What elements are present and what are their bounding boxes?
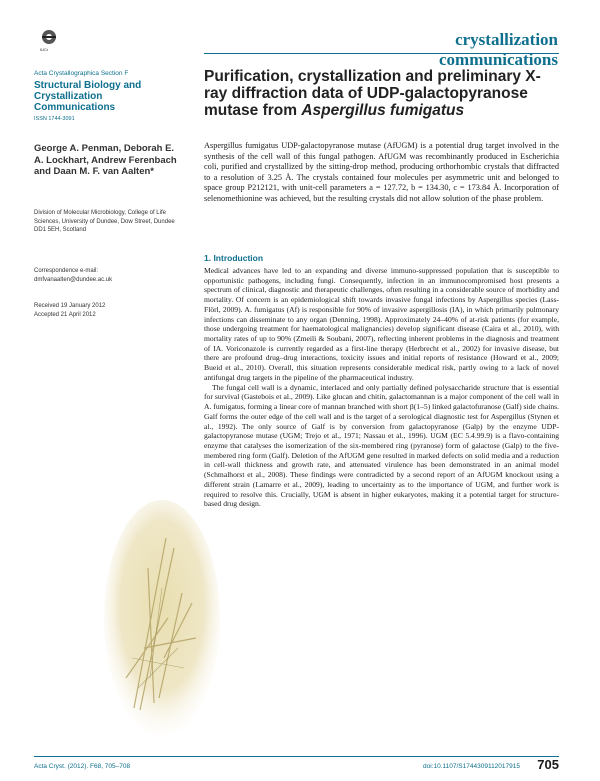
body-text — [204, 266, 559, 509]
citation: Acta Cryst. (2012). F68, 705–708 — [34, 763, 131, 770]
correspondence-email[interactable]: dmfvanaalten@dundee.ac.uk — [34, 277, 113, 283]
correspondence-label: Correspondence e-mail: — [34, 268, 99, 274]
paragraph: Medical advances have led to an expanding and diverse immuno-suppressed population that is susceptible to opportunistic pathogens, including fungi. Consequently, infection in an immunocompromised host presents a spectrum of clinical, diagnostic and therapeutic challenges, often resulting in a considerable source of morbidity and mortality. Of concern is an epidemiological shift towards invasive fungal infections by Aspergillus species (Lass-Flörl, 2009). A. fumigatus (Af) is responsible for 90% of invasive aspergillosis (IA), in which primarily pulmonary infections can disseminate to any organ (Denning, 1998). Approximately 24–40% of at-risk patients (for example, those undergoing treatment for haematological malignancies) develop significant disease (Caira et al., 2010), with mortality rates of up to 90% (Zmeili & Soubani, 2007), reflecting inherent problems in the diagnosis and treatment of IA. Voriconazole is currently regarded as a first-line therapy (Herbrecht et al., 2002) for invasive disease, but there are profound drug–drug interactions, toxicity issues and initial reports of resistance (Howard et al., 2009; Bueid et al., 2010). Overall, this situation represents considerable medical risk, partly owing to a lack of novel antifungal drug targets in the pipeline of the pharmaceutical industry. — [204, 266, 559, 382]
affiliation: Division of Molecular Microbiology, College of Life Sciences, University of Dundee, Dow Street, Dundee DD1 5EH, Scotland — [34, 210, 175, 233]
article-title: Purification, crystallization and preliminary X-ray diffraction data of UDP-galactopyranose mutase from Aspergillus fumigatus — [204, 68, 541, 119]
crystal-image — [104, 498, 220, 738]
header-rule — [204, 53, 559, 54]
journal-name: Structural Biology and Crystallization Communications — [34, 80, 142, 113]
section-heading-introduction: 1. Introduction — [204, 253, 264, 263]
issn: ISSN 1744-3091 — [34, 116, 75, 122]
page-number: 705 — [537, 757, 559, 772]
section-header: crystallization communications — [439, 30, 558, 69]
logo-caption: IUCr — [40, 47, 49, 52]
authors: George A. Penman, Deborah E. A. Lockhart, Andrew Ferenbach and Daan M. F. van Aalten* — [34, 143, 177, 177]
footer-rule — [34, 756, 559, 757]
received-date: Received 19 January 2012 — [34, 303, 106, 309]
iucr-logo-icon — [38, 28, 60, 46]
abstract: Aspergillus fumigatus UDP-galactopyranose mutase (AfUGM) is a potential drug target involved in the synthesis of the cell wall of this fungal pathogen. AfUGM was recombinantly produced in Escherichia coli, purified and crystallized by the sitting-drop method, producing orthorhombic crystals that diffracted to a resolution of 3.25 Å. The crystals contained four molecules per asymmetric unit and belonged to space group P212121, with unit-cell parameters a = 127.72, b = 134.30, c = 173.84 Å. Incorporation of selenomethionine was achieved, but the resulting crystals did not allow solution of the phase problem. — [204, 141, 559, 203]
paragraph: The fungal cell wall is a dynamic, interlaced and only partially defined polysaccharide structure that is essential for survival (Gastebois et al., 2009). Like glucan and chitin, galactomannan is a major component of the cell wall in A. fumigatus, forming a linear core of mannan branched with short β(1–5) linked galactofuranose (Galf) side chains. Galf forms the outer edge of the cell wall and is the target of a serological diagnostic test for Aspergillus (Stynen et al., 1992). The only source of Galf is by conversion from galactopyranose (Galp) by the enzyme UDP-galactopyranose mutase (UGM; Trejo et al., 1971; Nassau et al., 1996). UGM (EC 5.4.99.9) is a flavo-containing enzyme that catalyses the isomerization of the six-membered ring (pyranose) form of galactose (Galp) to the five-membered ring form (Galf). Deletion of the AfUGM gene resulted in marked defects on solid media and a reduction in cell-wall thickness and growth rate, and attenuated virulence has been demonstrated in an animal model (Schmalhorst et al., 2008). These findings were contradicted by a second report of an AfUGM knockout using a different strain (Lamarre et al., 2009), leading to uncertainty as to the importance of UGM, and further work is required to resolve this. Crucially, UGM is absent in higher eukaryotes, making it a potential target for structure-based drug design. — [204, 382, 559, 509]
journal-section-label: Acta Crystallographica Section F — [34, 70, 129, 77]
accepted-date: Accepted 21 April 2012 — [34, 312, 96, 318]
doi[interactable]: doi:10.1107/S1744309112017915 — [423, 763, 520, 770]
